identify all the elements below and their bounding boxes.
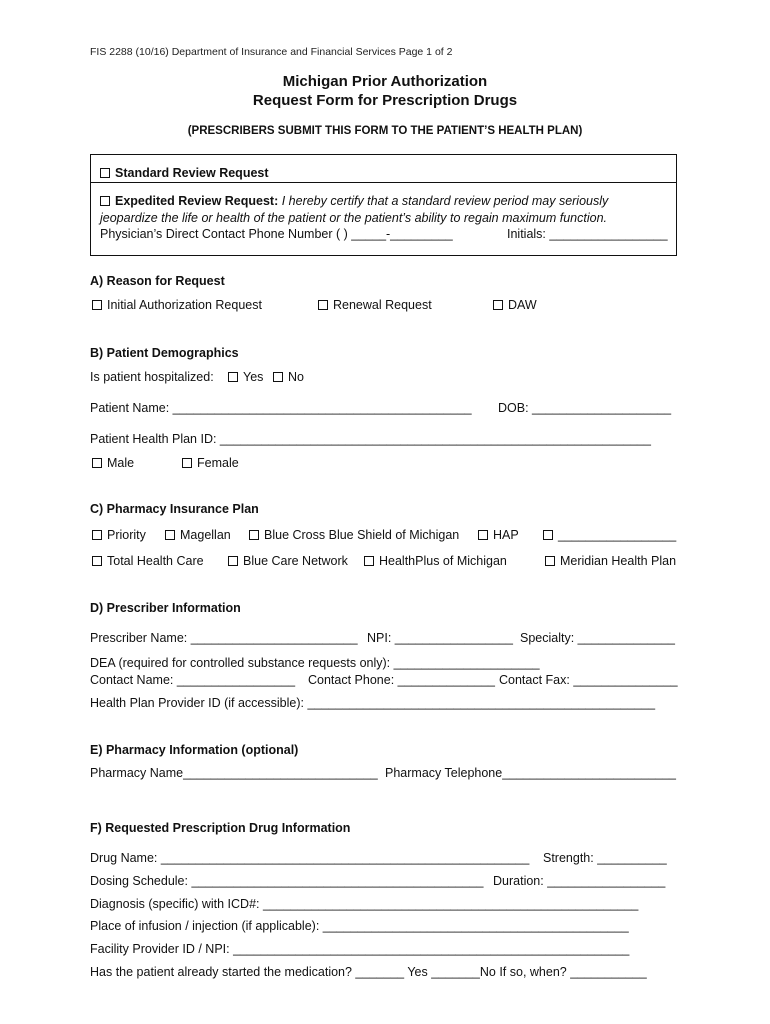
expedited-review-checkbox[interactable]: [100, 196, 110, 206]
plan-meridian-option[interactable]: [545, 554, 676, 568]
standard-review-label: Standard Review Request: [115, 166, 269, 180]
plan-hap-checkbox[interactable]: [478, 530, 488, 540]
hospitalized-label: Is patient hospitalized:: [90, 370, 214, 384]
physician-phone-field[interactable]: Physician’s Direct Contact Phone Number ( ) _____-_________: [100, 227, 453, 241]
expedited-review-option[interactable]: [100, 194, 608, 208]
dob-field[interactable]: DOB: ____________________: [498, 401, 672, 415]
dea-field[interactable]: DEA (required for controlled substance requests only): _____________________: [90, 656, 540, 670]
duration-field[interactable]: Duration: _________________: [493, 874, 666, 888]
hospitalized-yes-option[interactable]: [228, 370, 263, 384]
plan-healthplus-checkbox[interactable]: [364, 556, 374, 566]
plan-other-field[interactable]: _________________: [558, 528, 677, 542]
medication-started-field[interactable]: Has the patient already started the medication? _______ Yes _______No If so, when? ___________: [90, 965, 647, 979]
female-label: Female: [197, 456, 239, 470]
contact-fax-field[interactable]: Contact Fax: _______________: [499, 673, 678, 687]
plan-magellan-option[interactable]: [165, 528, 231, 542]
initial-authorization-checkbox[interactable]: [92, 300, 102, 310]
plan-blue-care-network-checkbox[interactable]: [228, 556, 238, 566]
daw-label: DAW: [508, 298, 537, 312]
standard-review-checkbox[interactable]: [100, 168, 110, 178]
hospitalized-no-checkbox[interactable]: [273, 372, 283, 382]
plan-total-health-care-option[interactable]: [92, 554, 204, 568]
plan-magellan-checkbox[interactable]: [165, 530, 175, 540]
patient-name-field[interactable]: Patient Name: ___________________________________________: [90, 401, 472, 415]
plan-healthplus-option[interactable]: [364, 554, 507, 568]
plan-blue-care-network-label: Blue Care Network: [243, 554, 348, 568]
plan-priority-label: Priority: [107, 528, 146, 542]
initial-authorization-option[interactable]: [92, 298, 262, 312]
initial-authorization-label: Initial Authorization Request: [107, 298, 262, 312]
contact-phone-field[interactable]: Contact Phone: ______________: [308, 673, 495, 687]
strength-field[interactable]: Strength: __________: [543, 851, 667, 865]
pharmacy-telephone-field[interactable]: Pharmacy Telephone_________________________: [385, 766, 677, 780]
plan-hap-option[interactable]: [478, 528, 519, 542]
plan-healthplus-label: HealthPlus of Michigan: [379, 554, 507, 568]
female-option[interactable]: [182, 456, 239, 470]
male-checkbox[interactable]: [92, 458, 102, 468]
plan-blue-care-network-option[interactable]: [228, 554, 348, 568]
hospitalized-yes-checkbox[interactable]: [228, 372, 238, 382]
plan-bcbsm-checkbox[interactable]: [249, 530, 259, 540]
diagnosis-field[interactable]: Diagnosis (specific) with ICD#: ______________________________________________________: [90, 897, 639, 911]
contact-name-field[interactable]: Contact Name: _________________: [90, 673, 296, 687]
section-e-title: E) Pharmacy Information (optional): [90, 743, 299, 757]
form-title-line2: Request Form for Prescription Drugs: [252, 92, 518, 109]
daw-option[interactable]: [493, 298, 537, 312]
plan-bcbsm-label: Blue Cross Blue Shield of Michigan: [264, 528, 460, 542]
expedited-review-label: Expedited Review Request:: [115, 194, 279, 208]
plan-magellan-label: Magellan: [180, 528, 231, 542]
plan-bcbsm-option[interactable]: [249, 528, 459, 542]
hospitalized-yes-label: Yes: [243, 370, 264, 384]
form-header: FIS 2288 (10/16) Department of Insurance and Financial Services Page 1 of 2: [90, 46, 453, 58]
plan-total-health-care-checkbox[interactable]: [92, 556, 102, 566]
plan-priority-option[interactable]: [92, 528, 146, 542]
npi-field[interactable]: NPI: _________________: [367, 631, 513, 645]
initials-field[interactable]: Initials: _________________: [507, 227, 668, 241]
dosing-schedule-field[interactable]: Dosing Schedule: __________________________________________: [90, 874, 484, 888]
plan-total-health-care-label: Total Health Care: [107, 554, 204, 568]
form-subtitle: (PRESCRIBERS SUBMIT THIS FORM TO THE PATIENT’S HEALTH PLAN): [187, 125, 583, 137]
plan-other-checkbox[interactable]: [543, 530, 553, 540]
plan-meridian-checkbox[interactable]: [545, 556, 555, 566]
plan-priority-checkbox[interactable]: [92, 530, 102, 540]
prescriber-name-field[interactable]: Prescriber Name: ________________________: [90, 631, 358, 645]
plan-other-option[interactable]: [543, 528, 676, 542]
expedited-certification-text-2-em: jeopardize the life or health of the patient or the patient’s ability to regain maximum function.: [100, 211, 608, 225]
drug-name-field[interactable]: Drug Name: _____________________________________________________: [90, 851, 530, 865]
renewal-request-label: Renewal Request: [333, 298, 432, 312]
section-f-title: F) Requested Prescription Drug Information: [90, 821, 351, 835]
male-label: Male: [107, 456, 135, 470]
hospitalized-no-option[interactable]: [273, 370, 304, 384]
specialty-field[interactable]: Specialty: ______________: [520, 631, 675, 645]
hospitalized-no-label: No: [288, 370, 304, 384]
review-box-divider: [90, 182, 677, 183]
standard-review-option[interactable]: [100, 166, 269, 180]
plan-hap-label: HAP: [493, 528, 519, 542]
infusion-place-field[interactable]: Place of infusion / injection (if applicable): ____________________________________________: [90, 919, 629, 933]
facility-provider-field[interactable]: Facility Provider ID / NPI: _________________________________________________________: [90, 942, 630, 956]
expedited-certification-text-2: [100, 211, 607, 225]
provider-id-field[interactable]: Health Plan Provider ID (if accessible): __________________________________________________: [90, 696, 656, 710]
daw-checkbox[interactable]: [493, 300, 503, 310]
section-b-title: B) Patient Demographics: [90, 346, 239, 360]
renewal-request-checkbox[interactable]: [318, 300, 328, 310]
section-c-title: C) Pharmacy Insurance Plan: [90, 502, 259, 516]
section-a-title: A) Reason for Request: [90, 274, 225, 288]
male-option[interactable]: [92, 456, 134, 470]
pharmacy-name-field[interactable]: Pharmacy Name____________________________: [90, 766, 378, 780]
renewal-request-option[interactable]: [318, 298, 432, 312]
form-title-line1: Michigan Prior Authorization: [282, 73, 488, 90]
plan-meridian-label: Meridian Health Plan: [560, 554, 677, 568]
expedited-certification-text-1: I hereby certify that a standard review period may seriously: [278, 194, 609, 208]
female-checkbox[interactable]: [182, 458, 192, 468]
section-d-title: D) Prescriber Information: [90, 601, 241, 615]
patient-plan-id-field[interactable]: Patient Health Plan ID: ______________________________________________________________: [90, 432, 651, 446]
